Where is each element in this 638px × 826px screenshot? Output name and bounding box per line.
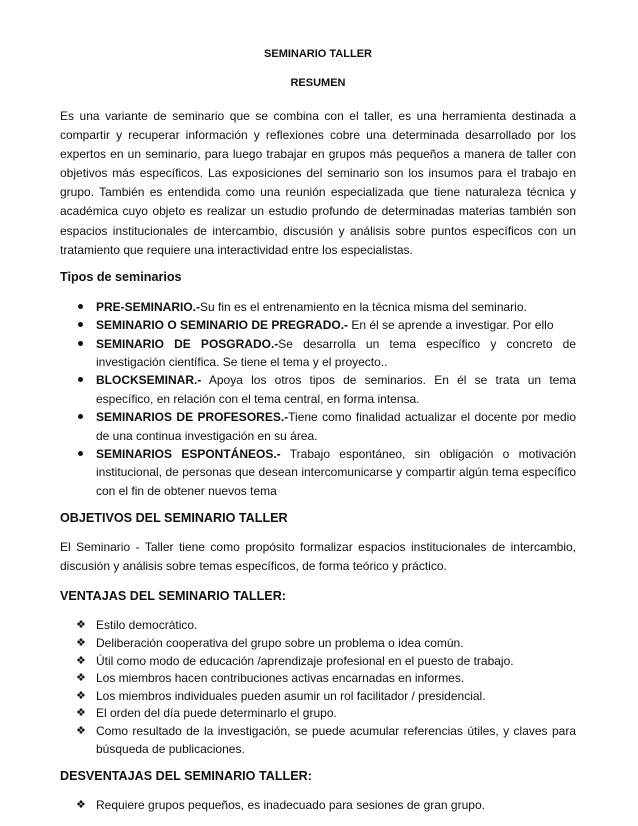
list-item [78, 298, 576, 316]
item-text: Los miembros individuales pueden asumir un rol facilitador / presidencial. [96, 688, 486, 703]
item-text: Tiene como finalidad actualizar el docente por medio de una continua investigación en su área. [96, 410, 576, 443]
objetivos-heading: OBJETIVOS DEL SEMINARIO TALLER [60, 511, 288, 526]
item-text: El orden del día puede determinarlo el grupo. [96, 706, 337, 721]
round-bullet-icon [78, 451, 83, 456]
item-term: SEMINARIO DE POSGRADO.- [96, 336, 279, 351]
item-text: Se desarrolla un tema específico y concreto de investigación científica. Se tiene el tema y el proyecto.. [96, 336, 576, 369]
list-item [76, 670, 576, 688]
diamond-bullet-icon: ❖ [76, 637, 86, 649]
round-bullet-icon [78, 322, 83, 327]
tipos-list [60, 298, 576, 500]
item-text: Su fin es el entrenamiento en la técnica misma del seminario. [200, 299, 527, 314]
list-item [76, 617, 576, 635]
item-term: SEMINARIO O SEMINARIO DE PREGRADO.- [96, 318, 349, 333]
list-item [78, 408, 576, 445]
round-bullet-icon [78, 414, 83, 419]
desventajas-list [60, 797, 576, 815]
round-bullet-icon [78, 304, 83, 309]
objetivos-paragraph: El Seminario - Taller tiene como propósito formalizar espacios institucionales de intercambio, discusión y análisis sobre temas específicos, de forma teórico y práctico. [60, 540, 576, 574]
desventajas-heading: DESVENTAJAS DEL SEMINARIO TALLER: [60, 769, 312, 784]
round-bullet-icon [78, 341, 83, 346]
list-item [78, 335, 576, 372]
item-text: Los miembros hacen contribuciones activas encarnadas en informes. [96, 671, 465, 686]
diamond-bullet-icon: ❖ [76, 707, 86, 720]
diamond-bullet-icon: ❖ [76, 724, 86, 737]
list-item [78, 316, 576, 334]
list-item [76, 723, 576, 758]
ventajas-list [60, 617, 576, 758]
document-title: SEMINARIO TALLER [264, 48, 372, 60]
item-text: En él se aprende a investigar. Por ello [348, 318, 554, 333]
ventajas-heading: VENTAJAS DEL SEMINARIO TALLER: [60, 589, 286, 604]
item-term: PRE-SEMINARIO.- [96, 299, 201, 314]
item-text: Apoya los otros tipos de seminarios. En él se trata un tema específico, en relación con el tema central, en forma intensa. [96, 373, 576, 406]
diamond-bullet-icon: ❖ [76, 672, 86, 685]
item-text: Requiere grupos pequeños, es inadecuado para sesiones de gran grupo. [96, 798, 485, 813]
tipos-heading: Tipos de seminarios [60, 269, 182, 284]
intro-paragraph: Es una variante de seminario que se combina con el taller, es una herramienta destinada a compartir y recuperar información y reflexiones cobre una determinada desarrollado por los expertos en un seminario, para luego trabajar en grupos más pequeños a manera de taller con objetivos más específicos. Las exposiciones del seminario son los insumos para el trabajo en grupo. También es entendida como una reunión especializada que tiene naturaleza técnica y académica cuyo objeto es realizar un estudio profundo de determinadas materias también son espacios institucionales de intercambio, discusión y análisis sobre puntos específicos con un tratamiento que requiere una interactividad entre los especialistas. [60, 109, 576, 257]
list-item [76, 653, 576, 671]
diamond-bullet-icon: ❖ [76, 654, 86, 667]
item-text: Estilo democrático. [96, 618, 198, 633]
item-text: Como resultado de la investigación, se puede acumular referencias útiles, y claves para búsqueda de publicaciones. [96, 723, 576, 756]
document-subtitle: RESUMEN [290, 77, 346, 89]
diamond-bullet-icon: ❖ [76, 689, 86, 702]
round-bullet-icon [78, 377, 83, 382]
list-item [76, 635, 576, 653]
item-term: BLOCKSEMINAR.- [96, 373, 202, 388]
list-item [78, 445, 576, 500]
diamond-bullet-icon: ❖ [76, 799, 86, 812]
diamond-bullet-icon: ❖ [76, 619, 86, 632]
list-item [76, 688, 576, 706]
list-item [78, 371, 576, 408]
item-text: Trabajo espontáneo, sin obligación o motivación institucional, de personas que desean intercomunicarse y compartir algún tema específico con el fin de obtener nuevos tema [96, 447, 577, 498]
item-text: Útil como modo de educación /aprendizaje profesional en el puesto de trabajo. [96, 653, 514, 668]
list-item [76, 705, 576, 723]
item-term: SEMINARIOS ESPONTÁNEOS.- [96, 447, 281, 461]
list-item [76, 797, 576, 815]
item-term: SEMINARIOS DE PROFESORES.- [96, 410, 289, 425]
item-text: Deliberación cooperativa del grupo sobre un problema o idea común. [96, 636, 464, 650]
